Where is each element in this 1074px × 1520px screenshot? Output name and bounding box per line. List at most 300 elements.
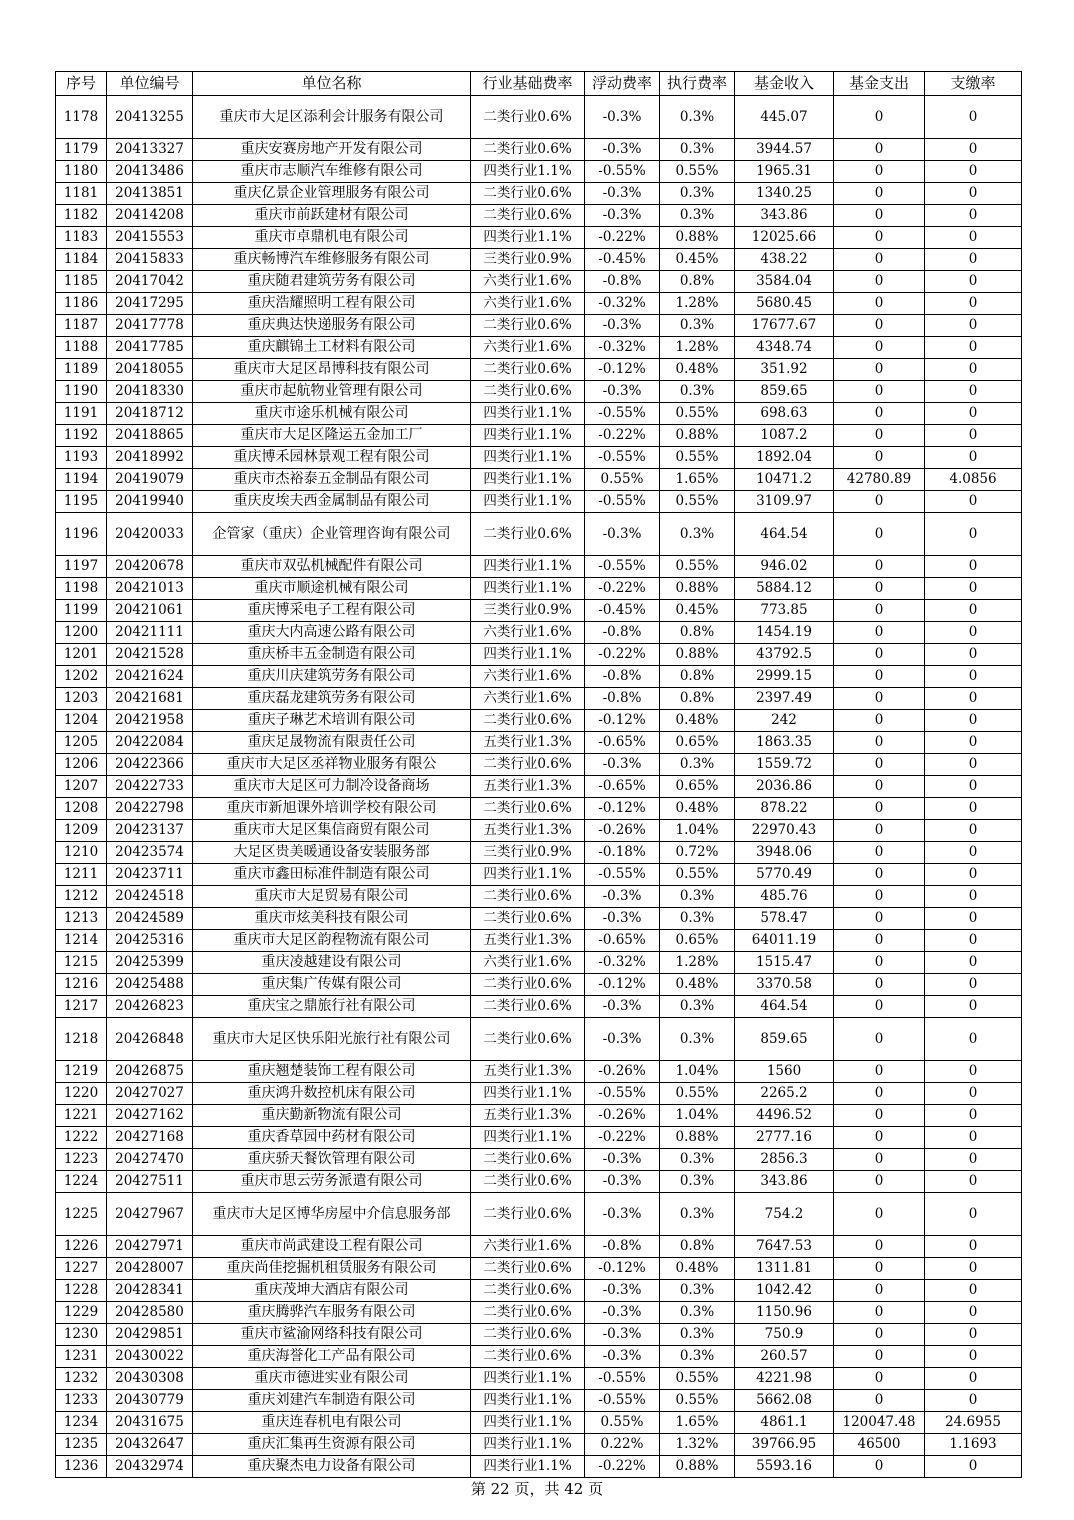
- cell-float-rate: -0.22%: [585, 1456, 660, 1478]
- cell-base-rate: 四类行业1.1%: [471, 1456, 585, 1478]
- cell-fund-expense: 0: [834, 1171, 925, 1193]
- cell-unit-name: 重庆博采电子工程有限公司: [193, 600, 471, 622]
- cell-row-index: 1196: [56, 513, 107, 556]
- cell-fund-income: 2856.3: [735, 1149, 834, 1171]
- cell-unit-name: 重庆市鲨渝网络科技有限公司: [193, 1324, 471, 1346]
- cell-float-rate: -0.3%: [585, 1324, 660, 1346]
- table-row: [56, 1171, 1022, 1193]
- cell-exec-rate: 0.8%: [660, 688, 735, 710]
- cell-row-index: 1208: [56, 798, 107, 820]
- cell-unit-code: 20425399: [107, 952, 193, 974]
- table-row: [56, 1127, 1022, 1149]
- header-exec-rate: 执行费率: [660, 72, 735, 96]
- table-row: [56, 1412, 1022, 1434]
- cell-row-index: 1189: [56, 359, 107, 381]
- cell-unit-code: 20420033: [107, 513, 193, 556]
- cell-fund-income: 773.85: [735, 600, 834, 622]
- cell-unit-name: 重庆子琳艺术培训有限公司: [193, 710, 471, 732]
- cell-float-rate: -0.12%: [585, 359, 660, 381]
- table-row: [56, 996, 1022, 1018]
- cell-payment-ratio: 0: [925, 1456, 1022, 1478]
- cell-unit-name: 大足区贵美暖通设备安装服务部: [193, 842, 471, 864]
- cell-fund-expense: 0: [834, 622, 925, 644]
- cell-row-index: 1192: [56, 425, 107, 447]
- cell-fund-income: 754.2: [735, 1193, 834, 1236]
- cell-row-index: 1204: [56, 710, 107, 732]
- cell-exec-rate: 0.3%: [660, 1193, 735, 1236]
- cell-fund-expense: 0: [834, 337, 925, 359]
- cell-unit-code: 20421681: [107, 688, 193, 710]
- cell-payment-ratio: 0: [925, 447, 1022, 469]
- cell-float-rate: -0.45%: [585, 249, 660, 271]
- cell-exec-rate: 1.65%: [660, 469, 735, 491]
- cell-row-index: 1184: [56, 249, 107, 271]
- cell-fund-income: 17677.67: [735, 315, 834, 337]
- cell-fund-income: 485.76: [735, 886, 834, 908]
- cell-fund-expense: 0: [834, 315, 925, 337]
- cell-unit-code: 20426848: [107, 1018, 193, 1061]
- cell-unit-code: 20414208: [107, 205, 193, 227]
- cell-unit-code: 20418992: [107, 447, 193, 469]
- table-row: [56, 600, 1022, 622]
- cell-exec-rate: 1.32%: [660, 1434, 735, 1456]
- cell-payment-ratio: 0: [925, 864, 1022, 886]
- cell-unit-name: 重庆市鑫田标准件制造有限公司: [193, 864, 471, 886]
- cell-float-rate: -0.22%: [585, 227, 660, 249]
- table-row: [56, 1149, 1022, 1171]
- cell-float-rate: -0.32%: [585, 952, 660, 974]
- cell-exec-rate: 0.48%: [660, 359, 735, 381]
- cell-fund-income: 351.92: [735, 359, 834, 381]
- cell-payment-ratio: 0: [925, 798, 1022, 820]
- cell-float-rate: -0.12%: [585, 710, 660, 732]
- table-row: [56, 271, 1022, 293]
- cell-base-rate: 二类行业0.6%: [471, 1171, 585, 1193]
- cell-unit-name: 重庆桥丰五金制造有限公司: [193, 644, 471, 666]
- cell-fund-income: 10471.2: [735, 469, 834, 491]
- table-row: [56, 842, 1022, 864]
- cell-unit-code: 20425488: [107, 974, 193, 996]
- cell-fund-expense: 0: [834, 96, 925, 139]
- cell-unit-code: 20427511: [107, 1171, 193, 1193]
- table-row: [56, 315, 1022, 337]
- cell-unit-code: 20413486: [107, 161, 193, 183]
- cell-float-rate: -0.55%: [585, 1083, 660, 1105]
- cell-row-index: 1183: [56, 227, 107, 249]
- cell-payment-ratio: 0: [925, 1018, 1022, 1061]
- cell-payment-ratio: 0: [925, 952, 1022, 974]
- cell-exec-rate: 0.8%: [660, 1236, 735, 1258]
- cell-unit-name: 重庆市大足区添利会计服务有限公司: [193, 96, 471, 139]
- cell-payment-ratio: 0: [925, 1390, 1022, 1412]
- cell-base-rate: 三类行业0.9%: [471, 249, 585, 271]
- cell-row-index: 1233: [56, 1390, 107, 1412]
- cell-fund-expense: 0: [834, 1258, 925, 1280]
- cell-fund-income: 464.54: [735, 513, 834, 556]
- cell-fund-income: 343.86: [735, 205, 834, 227]
- cell-unit-code: 20427168: [107, 1127, 193, 1149]
- cell-base-rate: 四类行业1.1%: [471, 644, 585, 666]
- cell-base-rate: 六类行业1.6%: [471, 622, 585, 644]
- cell-exec-rate: 0.45%: [660, 249, 735, 271]
- table-row: [56, 1236, 1022, 1258]
- cell-exec-rate: 0.3%: [660, 381, 735, 403]
- cell-unit-name: 重庆市杰裕泰五金制品有限公司: [193, 469, 471, 491]
- cell-fund-expense: 0: [834, 1280, 925, 1302]
- cell-row-index: 1195: [56, 491, 107, 513]
- cell-payment-ratio: 0: [925, 776, 1022, 798]
- cell-payment-ratio: 4.0856: [925, 469, 1022, 491]
- cell-unit-code: 20427470: [107, 1149, 193, 1171]
- cell-fund-expense: 0: [834, 139, 925, 161]
- cell-unit-name: 重庆市新旭课外培训学校有限公司: [193, 798, 471, 820]
- cell-exec-rate: 0.55%: [660, 1083, 735, 1105]
- cell-unit-name: 重庆刘建汽车制造有限公司: [193, 1390, 471, 1412]
- cell-fund-income: 43792.5: [735, 644, 834, 666]
- cell-fund-expense: 0: [834, 644, 925, 666]
- cell-fund-income: 12025.66: [735, 227, 834, 249]
- table-row: [56, 381, 1022, 403]
- cell-row-index: 1235: [56, 1434, 107, 1456]
- cell-base-rate: 二类行业0.6%: [471, 798, 585, 820]
- cell-unit-name: 重庆市顺途机械有限公司: [193, 578, 471, 600]
- cell-unit-name: 重庆海誉化工产品有限公司: [193, 1346, 471, 1368]
- cell-fund-income: 5884.12: [735, 578, 834, 600]
- cell-unit-code: 20430779: [107, 1390, 193, 1412]
- cell-fund-income: 438.22: [735, 249, 834, 271]
- cell-unit-name: 重庆宝之鼎旅行社有限公司: [193, 996, 471, 1018]
- cell-row-index: 1223: [56, 1149, 107, 1171]
- cell-base-rate: 二类行业0.6%: [471, 139, 585, 161]
- cell-float-rate: -0.3%: [585, 183, 660, 205]
- cell-row-index: 1212: [56, 886, 107, 908]
- cell-fund-income: 698.63: [735, 403, 834, 425]
- cell-payment-ratio: 0: [925, 710, 1022, 732]
- cell-float-rate: -0.55%: [585, 864, 660, 886]
- cell-float-rate: -0.3%: [585, 1302, 660, 1324]
- cell-row-index: 1209: [56, 820, 107, 842]
- cell-fund-expense: 0: [834, 974, 925, 996]
- cell-unit-name: 重庆市双弘机械配件有限公司: [193, 556, 471, 578]
- cell-row-index: 1214: [56, 930, 107, 952]
- cell-exec-rate: 0.3%: [660, 513, 735, 556]
- table-row: [56, 1456, 1022, 1478]
- table-row: [56, 403, 1022, 425]
- cell-fund-expense: 0: [834, 1346, 925, 1368]
- cell-unit-name: 重庆市大足区快乐阳光旅行社有限公司: [193, 1018, 471, 1061]
- cell-exec-rate: 0.3%: [660, 1346, 735, 1368]
- cell-fund-income: 3948.06: [735, 842, 834, 864]
- cell-fund-expense: 0: [834, 491, 925, 513]
- cell-base-rate: 四类行业1.1%: [471, 1412, 585, 1434]
- cell-float-rate: -0.3%: [585, 315, 660, 337]
- cell-base-rate: 二类行业0.6%: [471, 381, 585, 403]
- cell-unit-code: 20415553: [107, 227, 193, 249]
- cell-base-rate: 二类行业0.6%: [471, 1149, 585, 1171]
- cell-exec-rate: 0.48%: [660, 974, 735, 996]
- cell-base-rate: 五类行业1.3%: [471, 930, 585, 952]
- cell-row-index: 1225: [56, 1193, 107, 1236]
- cell-row-index: 1182: [56, 205, 107, 227]
- cell-base-rate: 二类行业0.6%: [471, 1258, 585, 1280]
- cell-fund-expense: 0: [834, 886, 925, 908]
- cell-exec-rate: 0.3%: [660, 139, 735, 161]
- cell-fund-expense: 0: [834, 710, 925, 732]
- cell-unit-name: 重庆集广传媒有限公司: [193, 974, 471, 996]
- cell-fund-expense: 0: [834, 359, 925, 381]
- cell-unit-code: 20429851: [107, 1324, 193, 1346]
- cell-payment-ratio: 0: [925, 1149, 1022, 1171]
- table-row: [56, 491, 1022, 513]
- cell-float-rate: -0.18%: [585, 842, 660, 864]
- cell-base-rate: 四类行业1.1%: [471, 469, 585, 491]
- table-row: [56, 974, 1022, 996]
- cell-fund-expense: 0: [834, 425, 925, 447]
- cell-fund-expense: 0: [834, 688, 925, 710]
- cell-payment-ratio: 0: [925, 908, 1022, 930]
- cell-unit-code: 20417042: [107, 271, 193, 293]
- cell-payment-ratio: 0: [925, 425, 1022, 447]
- cell-float-rate: -0.55%: [585, 556, 660, 578]
- cell-fund-expense: 0: [834, 1083, 925, 1105]
- cell-fund-expense: 0: [834, 447, 925, 469]
- cell-row-index: 1187: [56, 315, 107, 337]
- cell-fund-income: 1311.81: [735, 1258, 834, 1280]
- table-row: [56, 469, 1022, 491]
- cell-exec-rate: 0.55%: [660, 161, 735, 183]
- cell-row-index: 1201: [56, 644, 107, 666]
- cell-unit-code: 20422798: [107, 798, 193, 820]
- table-row: [56, 1083, 1022, 1105]
- cell-fund-expense: 0: [834, 1368, 925, 1390]
- table-row: [56, 578, 1022, 600]
- cell-payment-ratio: 0: [925, 271, 1022, 293]
- cell-exec-rate: 0.88%: [660, 644, 735, 666]
- cell-exec-rate: 0.55%: [660, 447, 735, 469]
- cell-fund-expense: 0: [834, 293, 925, 315]
- cell-fund-income: 3109.97: [735, 491, 834, 513]
- cell-fund-income: 946.02: [735, 556, 834, 578]
- cell-unit-code: 20418865: [107, 425, 193, 447]
- cell-float-rate: -0.8%: [585, 1236, 660, 1258]
- cell-unit-code: 20426875: [107, 1061, 193, 1083]
- cell-float-rate: -0.22%: [585, 644, 660, 666]
- cell-base-rate: 二类行业0.6%: [471, 1324, 585, 1346]
- cell-payment-ratio: 0: [925, 249, 1022, 271]
- cell-payment-ratio: 0: [925, 139, 1022, 161]
- cell-float-rate: -0.26%: [585, 1061, 660, 1083]
- table-row: [56, 710, 1022, 732]
- cell-float-rate: -0.3%: [585, 1171, 660, 1193]
- cell-base-rate: 三类行业0.9%: [471, 600, 585, 622]
- cell-payment-ratio: 0: [925, 513, 1022, 556]
- cell-fund-income: 2999.15: [735, 666, 834, 688]
- cell-row-index: 1198: [56, 578, 107, 600]
- cell-exec-rate: 0.3%: [660, 754, 735, 776]
- cell-unit-code: 20420678: [107, 556, 193, 578]
- cell-unit-code: 20428341: [107, 1280, 193, 1302]
- cell-base-rate: 四类行业1.1%: [471, 864, 585, 886]
- cell-fund-expense: 0: [834, 556, 925, 578]
- cell-row-index: 1228: [56, 1280, 107, 1302]
- table-row: [56, 513, 1022, 556]
- cell-payment-ratio: 0: [925, 1127, 1022, 1149]
- table-row: [56, 1061, 1022, 1083]
- cell-unit-code: 20432647: [107, 1434, 193, 1456]
- cell-base-rate: 六类行业1.6%: [471, 952, 585, 974]
- cell-float-rate: -0.55%: [585, 161, 660, 183]
- cell-float-rate: -0.3%: [585, 96, 660, 139]
- cell-unit-code: 20421958: [107, 710, 193, 732]
- cell-payment-ratio: 0: [925, 974, 1022, 996]
- header-index: 序号: [56, 72, 107, 96]
- cell-exec-rate: 0.55%: [660, 1390, 735, 1412]
- header-float-rate: 浮动费率: [585, 72, 660, 96]
- cell-payment-ratio: 0: [925, 578, 1022, 600]
- cell-exec-rate: 1.28%: [660, 952, 735, 974]
- cell-unit-name: 重庆鸿升数控机床有限公司: [193, 1083, 471, 1105]
- cell-fund-expense: 0: [834, 908, 925, 930]
- cell-unit-code: 20421528: [107, 644, 193, 666]
- cell-fund-expense: 0: [834, 1018, 925, 1061]
- table-row: [56, 1302, 1022, 1324]
- cell-unit-name: 重庆尚佳挖掘机租赁服务有限公司: [193, 1258, 471, 1280]
- cell-unit-code: 20417785: [107, 337, 193, 359]
- cell-payment-ratio: 0: [925, 359, 1022, 381]
- cell-base-rate: 二类行业0.6%: [471, 754, 585, 776]
- cell-unit-code: 20424589: [107, 908, 193, 930]
- cell-exec-rate: 0.88%: [660, 1127, 735, 1149]
- cell-exec-rate: 0.55%: [660, 864, 735, 886]
- header-base-rate: 行业基础费率: [471, 72, 585, 96]
- cell-fund-income: 39766.95: [735, 1434, 834, 1456]
- cell-float-rate: -0.55%: [585, 1368, 660, 1390]
- cell-row-index: 1178: [56, 96, 107, 139]
- fund-table: [55, 71, 1022, 1478]
- cell-row-index: 1231: [56, 1346, 107, 1368]
- cell-exec-rate: 1.65%: [660, 1412, 735, 1434]
- cell-unit-name: 重庆腾骅汽车服务有限公司: [193, 1302, 471, 1324]
- cell-unit-code: 20418330: [107, 381, 193, 403]
- cell-fund-income: 1087.2: [735, 425, 834, 447]
- cell-row-index: 1186: [56, 293, 107, 315]
- cell-unit-name: 重庆麒锦土工材料有限公司: [193, 337, 471, 359]
- cell-unit-name: 重庆市大足区韵程物流有限公司: [193, 930, 471, 952]
- cell-row-index: 1193: [56, 447, 107, 469]
- cell-base-rate: 四类行业1.1%: [471, 161, 585, 183]
- cell-exec-rate: 0.3%: [660, 996, 735, 1018]
- cell-unit-code: 20421061: [107, 600, 193, 622]
- cell-unit-code: 20430308: [107, 1368, 193, 1390]
- cell-exec-rate: 0.72%: [660, 842, 735, 864]
- cell-unit-name: 重庆浩耀照明工程有限公司: [193, 293, 471, 315]
- cell-fund-expense: 0: [834, 1456, 925, 1478]
- cell-base-rate: 四类行业1.1%: [471, 1368, 585, 1390]
- cell-row-index: 1181: [56, 183, 107, 205]
- header-fund-expense: 基金支出: [834, 72, 925, 96]
- cell-float-rate: -0.65%: [585, 930, 660, 952]
- cell-unit-name: 重庆市卓鼎机电有限公司: [193, 227, 471, 249]
- cell-base-rate: 二类行业0.6%: [471, 315, 585, 337]
- cell-exec-rate: 1.04%: [660, 820, 735, 842]
- cell-payment-ratio: 0: [925, 293, 1022, 315]
- header-unit-name: 单位名称: [193, 72, 471, 96]
- cell-row-index: 1220: [56, 1083, 107, 1105]
- table-row: [56, 930, 1022, 952]
- cell-unit-name: 重庆市炫美科技有限公司: [193, 908, 471, 930]
- cell-fund-expense: 0: [834, 776, 925, 798]
- cell-float-rate: -0.3%: [585, 1193, 660, 1236]
- cell-exec-rate: 0.88%: [660, 227, 735, 249]
- cell-unit-code: 20428007: [107, 1258, 193, 1280]
- table-row: [56, 447, 1022, 469]
- table-row: [56, 820, 1022, 842]
- table-row: [56, 139, 1022, 161]
- table-row: [56, 622, 1022, 644]
- cell-unit-code: 20430022: [107, 1346, 193, 1368]
- cell-fund-income: 750.9: [735, 1324, 834, 1346]
- cell-fund-expense: 0: [834, 754, 925, 776]
- cell-base-rate: 四类行业1.1%: [471, 556, 585, 578]
- cell-exec-rate: 0.3%: [660, 1018, 735, 1061]
- table-row: [56, 952, 1022, 974]
- cell-unit-name: 重庆茂坤大酒店有限公司: [193, 1280, 471, 1302]
- cell-unit-name: 重庆足晟物流有限责任公司: [193, 732, 471, 754]
- cell-float-rate: -0.55%: [585, 447, 660, 469]
- cell-base-rate: 六类行业1.6%: [471, 337, 585, 359]
- cell-base-rate: 二类行业0.6%: [471, 886, 585, 908]
- cell-fund-income: 5680.45: [735, 293, 834, 315]
- cell-base-rate: 五类行业1.3%: [471, 1061, 585, 1083]
- cell-unit-name: 重庆香草园中药材有限公司: [193, 1127, 471, 1149]
- cell-row-index: 1213: [56, 908, 107, 930]
- cell-unit-code: 20427027: [107, 1083, 193, 1105]
- cell-float-rate: -0.8%: [585, 688, 660, 710]
- cell-row-index: 1194: [56, 469, 107, 491]
- cell-row-index: 1179: [56, 139, 107, 161]
- cell-unit-name: 重庆凌越建设有限公司: [193, 952, 471, 974]
- cell-unit-code: 20413255: [107, 96, 193, 139]
- cell-payment-ratio: 0: [925, 1368, 1022, 1390]
- cell-base-rate: 四类行业1.1%: [471, 425, 585, 447]
- cell-unit-name: 重庆市尚武建设工程有限公司: [193, 1236, 471, 1258]
- cell-unit-name: 重庆亿景企业管理服务有限公司: [193, 183, 471, 205]
- cell-payment-ratio: 0: [925, 96, 1022, 139]
- cell-fund-expense: 0: [834, 600, 925, 622]
- cell-payment-ratio: 0: [925, 315, 1022, 337]
- cell-fund-expense: 0: [834, 205, 925, 227]
- cell-fund-income: 7647.53: [735, 1236, 834, 1258]
- cell-float-rate: -0.55%: [585, 403, 660, 425]
- cell-unit-name: 重庆典达快递服务有限公司: [193, 315, 471, 337]
- cell-payment-ratio: 0: [925, 403, 1022, 425]
- table-row: [56, 359, 1022, 381]
- cell-fund-expense: 0: [834, 183, 925, 205]
- cell-float-rate: -0.22%: [585, 578, 660, 600]
- cell-float-rate: -0.3%: [585, 139, 660, 161]
- cell-float-rate: -0.22%: [585, 425, 660, 447]
- cell-unit-name: 重庆市德进实业有限公司: [193, 1368, 471, 1390]
- cell-payment-ratio: 0: [925, 600, 1022, 622]
- cell-fund-income: 859.65: [735, 381, 834, 403]
- table-row: [56, 183, 1022, 205]
- cell-fund-income: 1454.19: [735, 622, 834, 644]
- cell-payment-ratio: 0: [925, 1280, 1022, 1302]
- table-row: [56, 886, 1022, 908]
- cell-float-rate: -0.3%: [585, 1018, 660, 1061]
- cell-fund-income: 3370.58: [735, 974, 834, 996]
- cell-fund-expense: 0: [834, 381, 925, 403]
